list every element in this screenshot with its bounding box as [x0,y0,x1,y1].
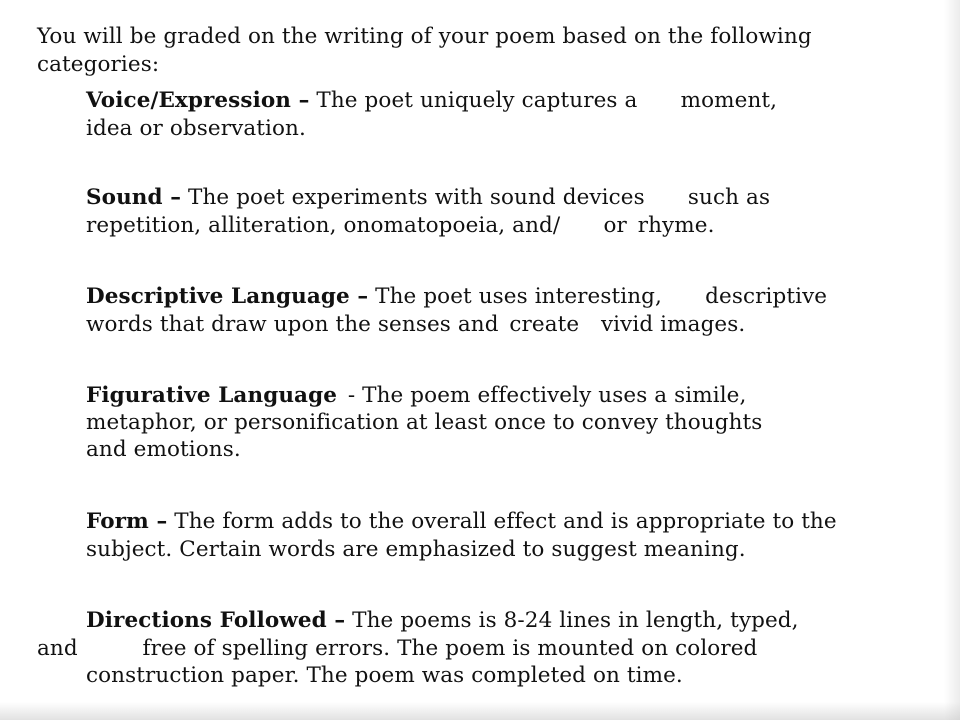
criterion-text-line: subject. Certain words are emphasized to suggest meaning. [86,537,746,562]
criterion-text-line: construction paper. The poem was completed on time. [86,663,683,688]
criterion-text-line: and free of spelling errors. The poem is mounted on colored [37,636,758,661]
criterion-text-line: repetition, alliteration, onomatopoeia, and/ or rhyme. [86,213,715,238]
slide-edge-shadow-right [944,0,960,720]
slide-edge-shadow-bottom [0,702,960,720]
criterion-figurative-language [86,383,746,409]
criterion-label: Figurative Language [86,383,337,408]
intro-line-2: categories: [37,52,160,77]
criterion-text: The poems is 8-24 lines in length, typed, [345,608,799,633]
criterion-label: Form – [86,509,168,534]
intro-line-1: You will be graded on the writing of your poem based on the following [37,24,812,49]
criterion-directions-followed [86,608,799,634]
criterion-text-line: metaphor, or personification at least once to convey thoughts [86,410,763,435]
criterion-text-line: words that draw upon the senses and create vivid images. [86,312,746,337]
criterion-label: Directions Followed – [86,608,346,633]
criterion-form [86,509,837,535]
criterion-text: - The poem effectively uses a simile, [337,383,747,408]
criterion-text: The form adds to the overall effect and is appropriate to the [167,509,837,534]
criterion-label: Sound – [86,185,182,210]
criterion-text-line: and emotions. [86,437,241,462]
criterion-label: Descriptive Language – [86,284,369,309]
criterion-sound [86,185,770,211]
criterion-label: Voice/Expression – [86,88,310,113]
criterion-text: The poet experiments with sound devices such as [181,185,771,210]
criterion-text: The poet uses interesting, descriptive [368,284,828,309]
criterion-voice-expression [86,88,777,114]
criterion-descriptive-language [86,284,827,310]
criterion-text-line: idea or observation. [86,116,306,141]
criterion-text: The poet uniquely captures a moment, [309,88,778,113]
